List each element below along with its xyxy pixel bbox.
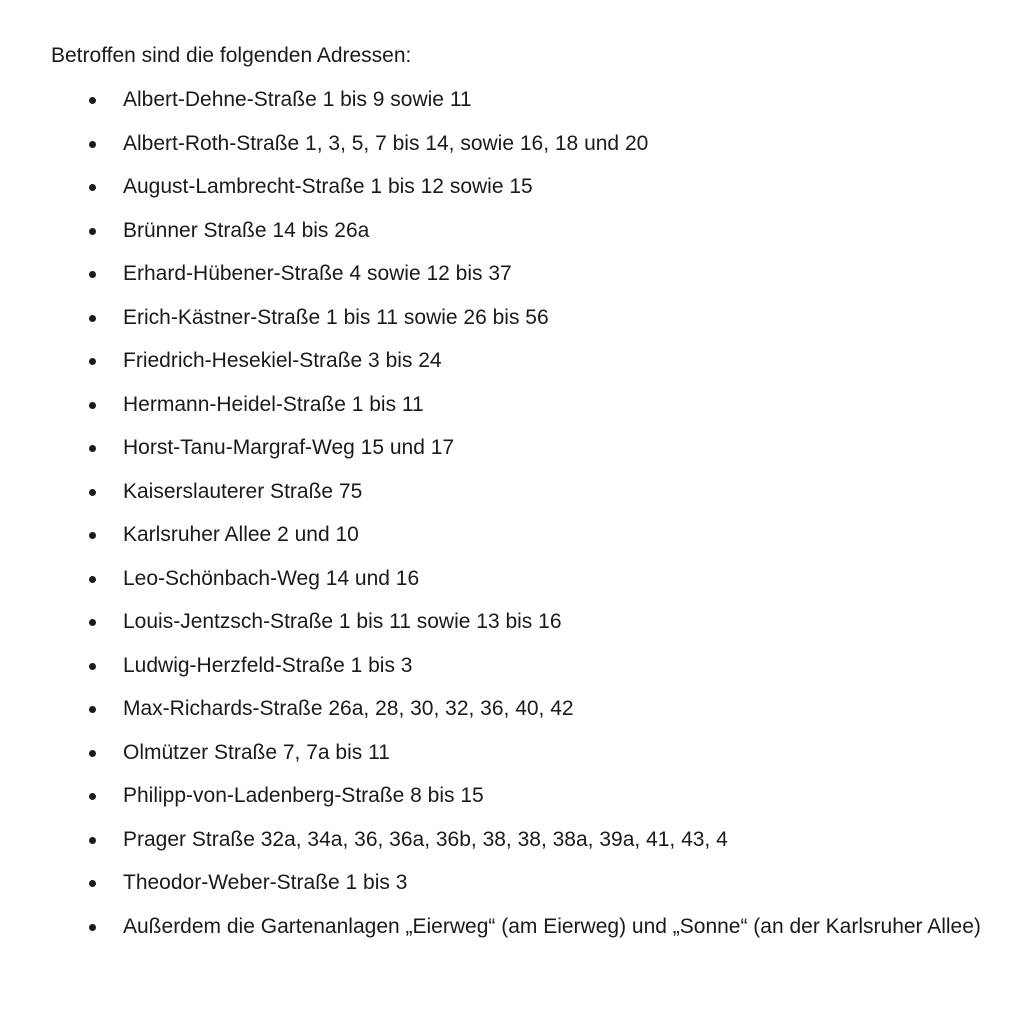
bullet-icon	[89, 228, 96, 235]
list-item-text: Albert-Dehne-Straße 1 bis 9 sowie 11	[123, 88, 472, 111]
list-item-text: Friedrich-Hesekiel-Straße 3 bis 24	[123, 349, 442, 372]
bullet-icon	[89, 445, 96, 452]
list-item-text: Erich-Kästner-Straße 1 bis 11 sowie 26 bis 56	[123, 305, 549, 329]
list-item-text: Kaiserslauterer Straße 75	[123, 479, 363, 503]
list-item	[0, 782, 1024, 826]
list-item-text: Prager Straße 32a, 34a, 36, 36a, 36b, 38, 38, 38a, 39a, 41, 43, 4	[123, 827, 728, 851]
list-item	[0, 608, 1024, 652]
list-item-text: Louis-Jentzsch-Straße 1 bis 11 sowie 13 bis 16	[123, 610, 562, 633]
bullet-icon	[89, 489, 96, 496]
list-item-text: Philipp-von-Ladenberg-Straße 8 bis 15	[123, 784, 484, 807]
bullet-icon	[89, 663, 96, 670]
bullet-icon	[89, 315, 96, 322]
list-item-text: August-Lambrecht-Straße 1 bis 12 sowie 15	[123, 175, 533, 198]
bullet-icon	[89, 532, 96, 539]
list-item-text: Außerdem die Gartenanlagen „Eierweg“ (am Eierweg) und „Sonne“ (an der Karlsruher Allee)	[123, 914, 981, 938]
list-item	[0, 826, 1024, 870]
bullet-icon	[89, 793, 96, 800]
list-item-text: Leo-Schönbach-Weg 14 und 16	[123, 566, 420, 590]
list-item	[0, 260, 1024, 304]
list-item-text: Theodor-Weber-Straße 1 bis 3	[123, 871, 408, 894]
list-item	[0, 217, 1024, 261]
list-item	[0, 521, 1024, 565]
list-item	[0, 86, 1024, 130]
bullet-icon	[89, 184, 96, 191]
bullet-icon	[89, 97, 96, 104]
list-item	[0, 173, 1024, 217]
list-item-text: Horst-Tanu-Margraf-Weg 15 und 17	[123, 436, 455, 459]
list-item	[0, 347, 1024, 391]
bullet-icon	[89, 619, 96, 626]
list-item-text: Max-Richards-Straße 26a, 28, 30, 32, 36, 40, 42	[123, 697, 574, 720]
list-item	[0, 391, 1024, 435]
list-item	[0, 304, 1024, 348]
list-item	[0, 565, 1024, 609]
list-item	[0, 913, 1024, 1003]
bullet-icon	[89, 358, 96, 365]
list-item-text: Erhard-Hübener-Straße 4 sowie 12 bis 37	[123, 262, 512, 285]
bullet-icon	[89, 706, 96, 713]
list-item-text: Albert-Roth-Straße 1, 3, 5, 7 bis 14, sowie 16, 18 und 20	[123, 131, 649, 155]
list-item	[0, 130, 1024, 174]
list-item-text: Brünner Straße 14 bis 26a	[123, 218, 370, 242]
bullet-icon	[89, 271, 96, 278]
list-item	[0, 478, 1024, 522]
bullet-icon	[89, 750, 96, 757]
list-item-text: Hermann-Heidel-Straße 1 bis 11	[123, 392, 424, 416]
bullet-icon	[89, 837, 96, 844]
address-list	[0, 86, 1024, 1003]
bullet-icon	[89, 576, 96, 583]
list-item	[0, 695, 1024, 739]
list-item-text: Olmützer Straße 7, 7a bis 11	[123, 740, 390, 764]
bullet-icon	[89, 880, 96, 887]
bullet-icon	[89, 924, 96, 931]
list-item	[0, 434, 1024, 478]
list-item-text: Ludwig-Herzfeld-Straße 1 bis 3	[123, 653, 413, 677]
list-item-text: Karlsruher Allee 2 und 10	[123, 523, 359, 546]
intro-text: Betroffen sind die folgenden Adressen:	[51, 44, 412, 67]
list-item	[0, 652, 1024, 696]
bullet-icon	[89, 141, 96, 148]
bullet-icon	[89, 402, 96, 409]
list-item	[0, 739, 1024, 783]
